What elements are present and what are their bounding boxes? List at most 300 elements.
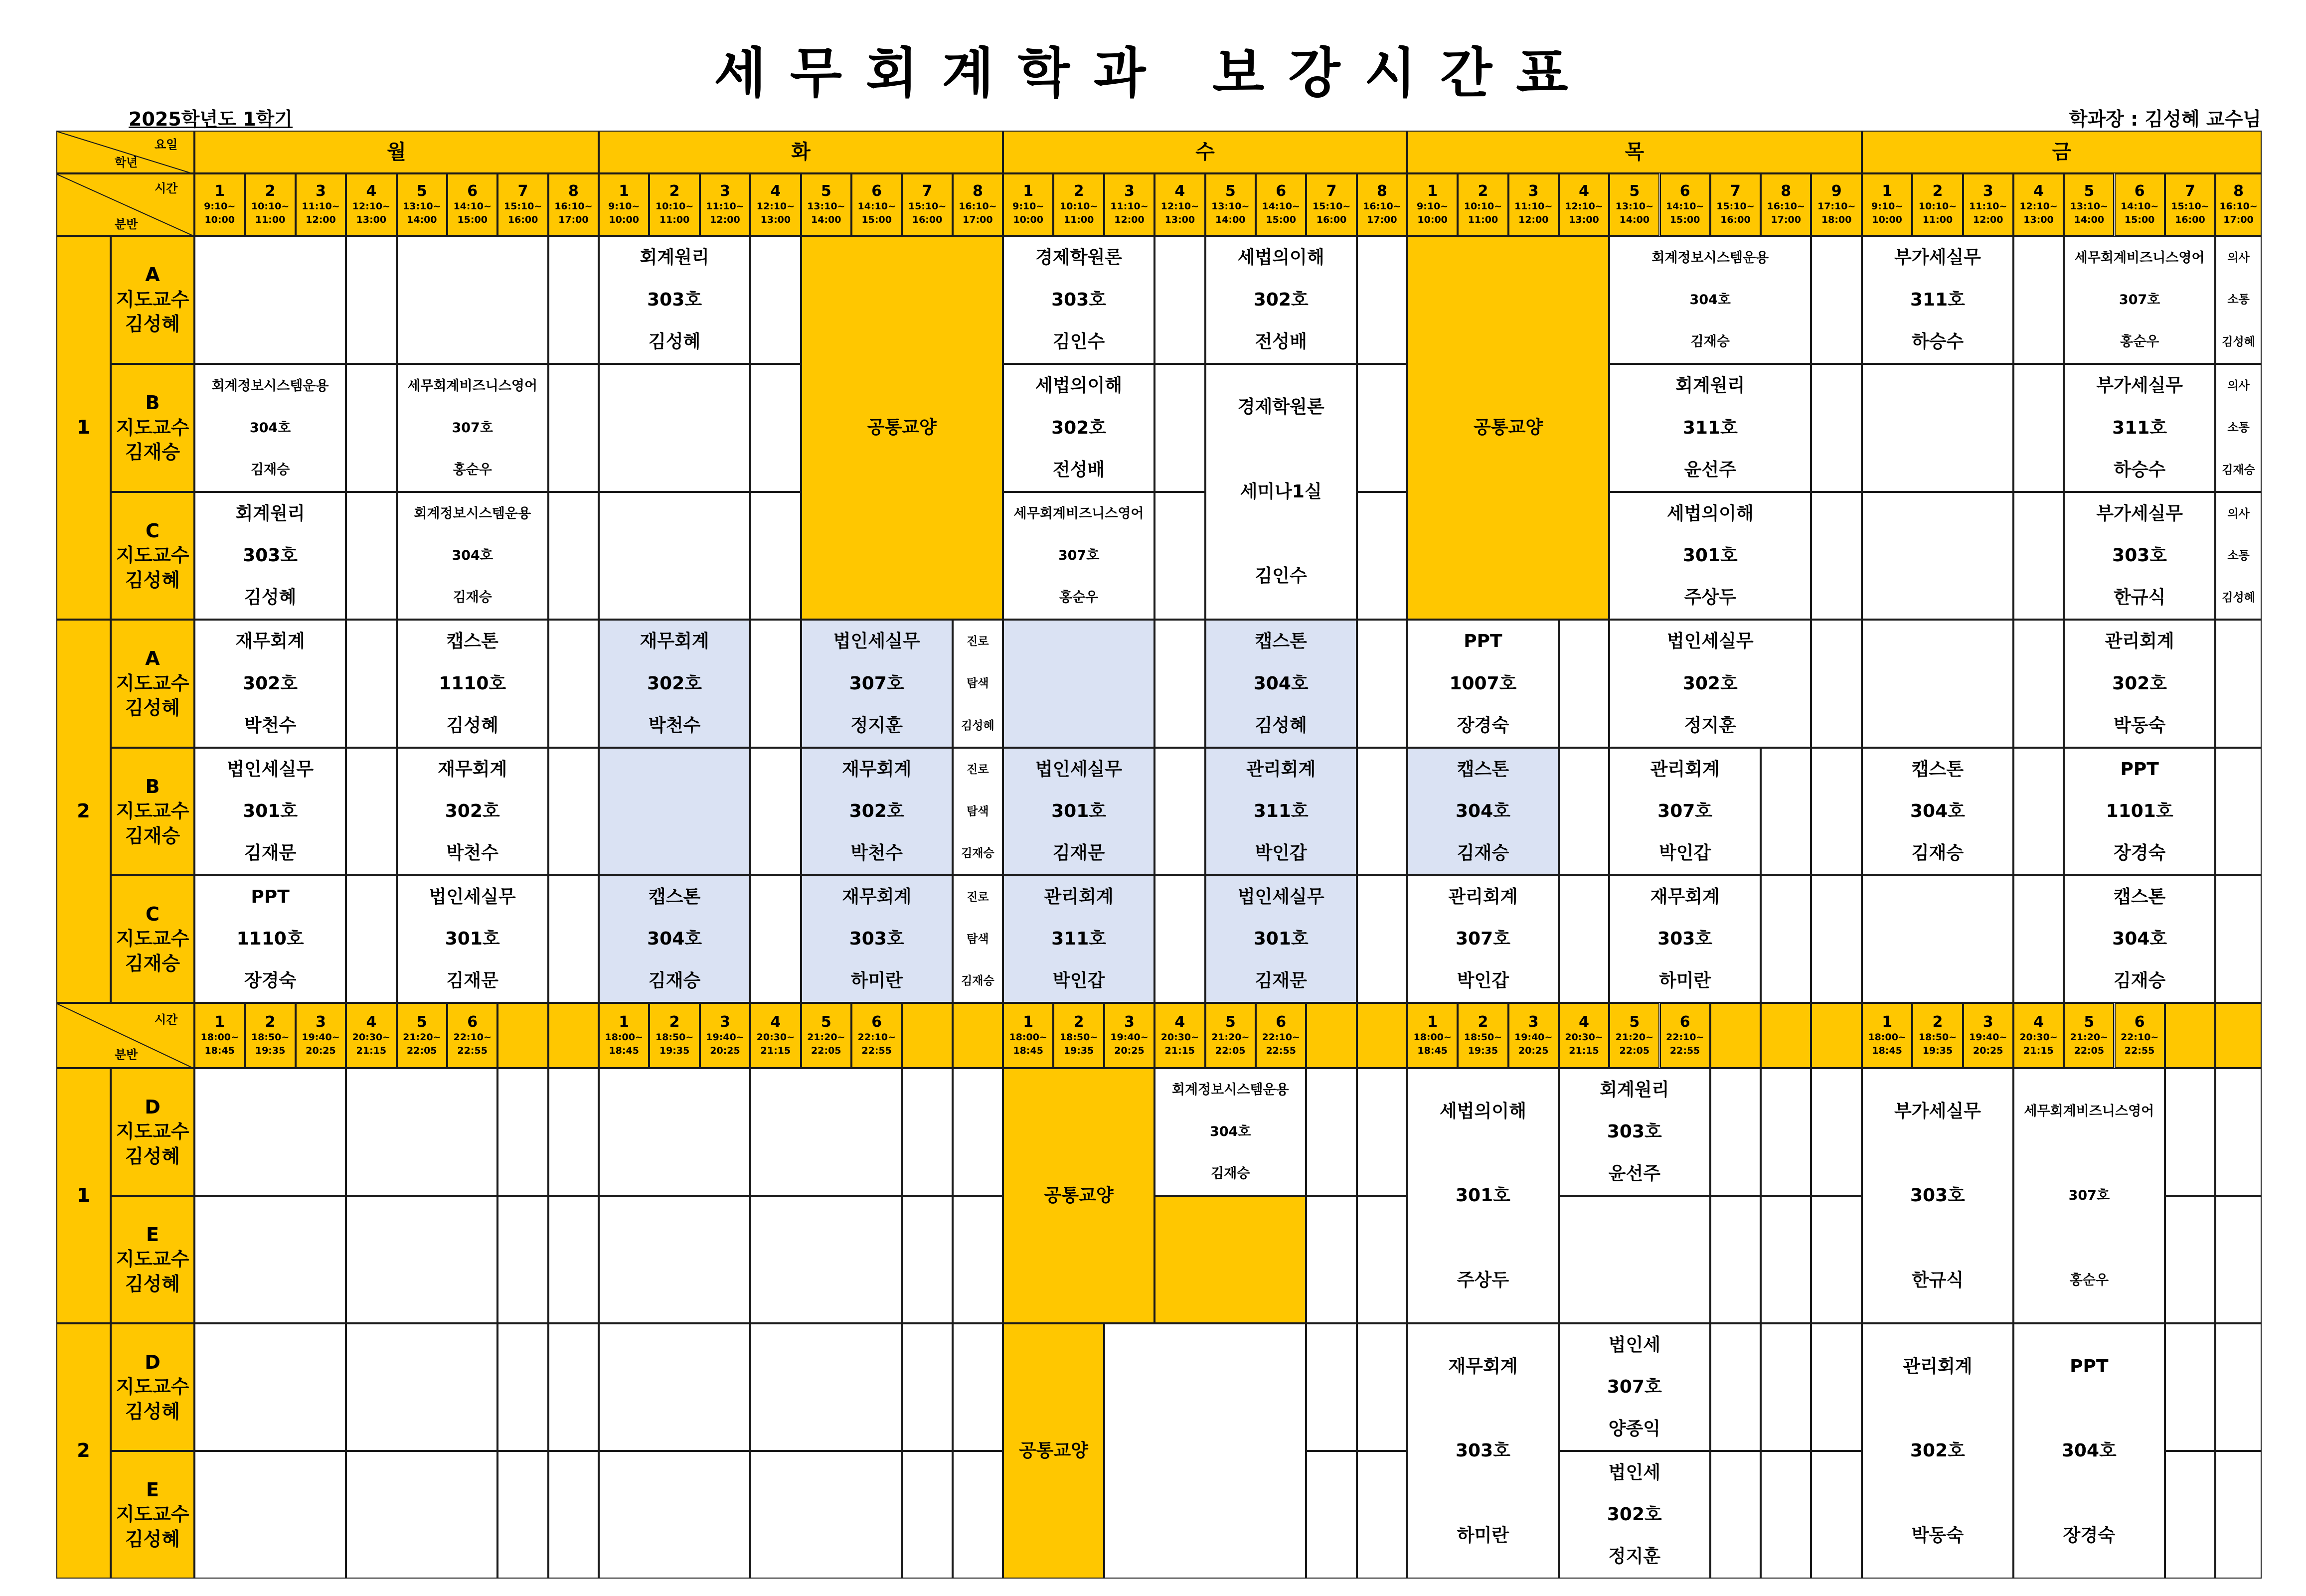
course-cell[interactable]: [801, 620, 953, 748]
course-line: 1007호: [1449, 673, 1517, 694]
header-label: 분반: [115, 1048, 138, 1062]
course-line: 김재승: [453, 590, 492, 606]
empty-slot: [1761, 1323, 1811, 1451]
slot-number: 3: [1982, 182, 1993, 200]
course-line: 재무회계: [842, 759, 912, 780]
course-line: 1110호: [236, 929, 304, 950]
course-cell[interactable]: [1559, 1451, 1710, 1579]
slot-header: [2064, 1003, 2114, 1068]
slot-time: 16:10~ 17:00: [1363, 201, 1401, 225]
slot-header: [1407, 173, 1458, 236]
slot-header: [750, 1003, 801, 1068]
slot-header: [1660, 1003, 1710, 1068]
slot-number: 1: [214, 1013, 225, 1031]
empty-slot: [599, 1323, 750, 1451]
course-line: 진로: [967, 763, 989, 776]
empty-slot: [1862, 620, 2013, 748]
course-line: 공통교양: [1044, 1185, 1114, 1206]
course-line: 회계정보시스템운용: [1651, 250, 1769, 266]
slot-time: 17:10~ 18:00: [1817, 201, 1856, 225]
course-line: 세미나1실: [1240, 481, 1322, 502]
course-line: 302호: [243, 673, 298, 694]
slot-number: 5: [2084, 182, 2095, 200]
course-line: 303호: [1910, 1185, 1965, 1206]
course-line: 304호: [1910, 801, 1965, 822]
course-line: 302호: [647, 673, 702, 694]
empty-slot: [548, 1451, 599, 1579]
course-cell[interactable]: [194, 364, 346, 492]
slot-header: [1609, 1003, 1659, 1068]
course-cell[interactable]: [1609, 620, 1811, 748]
course-line: 공통교양: [1018, 1440, 1088, 1461]
empty-slot: [1306, 1323, 1356, 1451]
semester-label: 2025학년도 1학기: [129, 108, 293, 130]
slot-header: [497, 1003, 548, 1068]
course-cell[interactable]: [2064, 748, 2215, 875]
empty-slot: [599, 1068, 750, 1196]
course-line: 캡스톤: [2113, 887, 2166, 908]
slot-header: [548, 173, 599, 236]
slot-time: 12:10~ 13:00: [2019, 201, 2058, 225]
slot-time: 22:10~ 22:55: [453, 1032, 492, 1056]
slot-header: [2215, 173, 2262, 236]
slot-time: 9:10~ 10:00: [1417, 201, 1449, 225]
course-line: 하승수: [2113, 460, 2166, 480]
slot-number: 1: [214, 182, 225, 200]
course-line: 김성혜: [961, 719, 994, 732]
course-cell[interactable]: [194, 875, 346, 1003]
course-cell[interactable]: [801, 236, 1003, 620]
slot-time: 11:10~ 12:00: [1969, 201, 2007, 225]
class-role: 지도교수: [116, 928, 189, 950]
course-line: 박인갑: [1457, 970, 1509, 991]
empty-slot: [750, 1451, 902, 1579]
course-line: 김재승: [1457, 843, 1509, 864]
slot-number: 4: [366, 182, 377, 200]
empty-slot: [548, 364, 599, 492]
course-line: 소통: [2227, 549, 2250, 562]
empty-slot: [1357, 492, 1407, 620]
empty-slot: [2013, 620, 2064, 748]
slot-header: [1508, 1003, 1559, 1068]
slot-header: [296, 173, 346, 236]
course-line: 김재승: [250, 462, 290, 478]
course-line: 캡스톤: [446, 631, 498, 652]
course-line: 관리회계: [1903, 1356, 1973, 1377]
empty-slot: [2013, 875, 2064, 1003]
course-cell[interactable]: [599, 236, 750, 364]
empty-slot: [346, 748, 396, 875]
course-cell[interactable]: [397, 492, 548, 620]
class-label: [111, 620, 194, 748]
slot-number: 4: [770, 1013, 781, 1031]
slot-time: 12:10~ 13:00: [756, 201, 795, 225]
empty-slot: [2215, 620, 2262, 748]
slot-number: 6: [1679, 182, 1690, 200]
slot-header: [1407, 1003, 1458, 1068]
course-line: 부가세실무: [1894, 247, 1981, 268]
course-cell[interactable]: [1862, 1323, 2013, 1579]
course-cell[interactable]: [1862, 748, 2013, 875]
course-cell[interactable]: [1609, 492, 1811, 620]
course-cell[interactable]: [1609, 748, 1761, 875]
slot-time: 18:50~ 19:35: [1059, 1032, 1098, 1056]
course-cell[interactable]: [1862, 1068, 2013, 1323]
course-line: PPT: [1464, 631, 1502, 652]
slot-time: 9:10~ 10:00: [1012, 201, 1044, 225]
slot-header: [599, 173, 649, 236]
slot-number: 4: [1579, 182, 1589, 200]
course-line: 311호: [2112, 417, 2167, 438]
class-role: 지도교수: [116, 544, 189, 567]
slot-time: 11:10~ 12:00: [706, 201, 744, 225]
course-line: 307호: [1657, 801, 1713, 822]
slot-number: 5: [1629, 1013, 1640, 1031]
course-cell[interactable]: [1559, 1323, 1710, 1451]
course-line: 김재승: [648, 970, 701, 991]
slot-time: 14:10~ 15:00: [857, 201, 896, 225]
class-prof: 김성혜: [125, 1273, 180, 1295]
course-line: 307호: [452, 420, 493, 436]
course-line: 박천수: [446, 843, 498, 864]
slot-number: 1: [1882, 1013, 1893, 1031]
course-cell[interactable]: [2215, 236, 2262, 364]
course-line: 하미란: [850, 970, 903, 991]
slot-number: 6: [871, 1013, 882, 1031]
course-cell[interactable]: [1003, 1068, 1154, 1323]
empty-slot: [2215, 875, 2262, 1003]
slot-header: [346, 173, 396, 236]
class-label: [111, 1196, 194, 1323]
slot-header: [902, 1003, 952, 1068]
empty-slot: [2215, 1451, 2262, 1579]
course-line: 홍순우: [1059, 590, 1099, 606]
course-cell[interactable]: [2064, 364, 2215, 492]
course-line: 법인세실무: [227, 759, 314, 780]
slot-header: [1104, 1003, 1154, 1068]
course-line: 304호: [2112, 929, 2167, 950]
course-cell[interactable]: [397, 620, 548, 748]
course-cell[interactable]: [1003, 875, 1154, 1003]
empty-slot: [2215, 1068, 2262, 1196]
slot-time: 10:10~ 11:00: [655, 201, 694, 225]
slot-number: 1: [1023, 182, 1034, 200]
day-name: 수: [1195, 141, 1215, 163]
course-line: PPT: [251, 887, 290, 908]
empty-slot: [1357, 875, 1407, 1003]
slot-time: 13:10~ 14:00: [2070, 201, 2109, 225]
course-cell[interactable]: [1205, 875, 1357, 1003]
course-line: 302호: [1253, 289, 1309, 310]
course-cell[interactable]: [2064, 236, 2215, 364]
course-line: PPT: [2070, 1356, 2109, 1377]
empty-slot: [1862, 875, 2013, 1003]
grade-number: 2: [77, 799, 90, 822]
course-line: 박인갑: [1255, 843, 1307, 864]
grade-label: [56, 1068, 111, 1323]
slot-number: 3: [316, 182, 326, 200]
slot-header: [1761, 173, 1811, 236]
empty-slot: [953, 1068, 1003, 1196]
slot-header: [497, 173, 548, 236]
course-line: 법인세: [1608, 1462, 1660, 1483]
slot-time: 14:10~ 15:00: [453, 201, 492, 225]
slot-number: 2: [265, 182, 276, 200]
empty-slot: [902, 1323, 952, 1451]
grade-number: 1: [77, 1184, 90, 1207]
course-line: 장경숙: [244, 970, 297, 991]
day-header-2: [1003, 131, 1407, 173]
empty-slot: [599, 364, 750, 492]
course-cell[interactable]: [1205, 620, 1357, 748]
slot-time: 15:10~ 16:00: [908, 201, 947, 225]
course-line: 1110호: [439, 673, 506, 694]
slot-header: [700, 1003, 750, 1068]
course-line: 301호: [1682, 545, 1738, 566]
slot-header: [649, 1003, 699, 1068]
class-name: E: [146, 1223, 159, 1246]
class-prof: 김성혜: [125, 1400, 180, 1423]
slot-time: 22:10~ 22:55: [1262, 1032, 1300, 1056]
course-cell[interactable]: [599, 875, 750, 1003]
course-cell[interactable]: [397, 364, 548, 492]
empty-slot: [750, 875, 801, 1003]
day-name: 목: [1625, 141, 1645, 163]
slot-number: 2: [1478, 1013, 1488, 1031]
course-cell[interactable]: [1003, 492, 1154, 620]
course-cell[interactable]: [2215, 364, 2262, 492]
course-cell[interactable]: [1205, 748, 1357, 875]
course-line: 경제학원론: [1237, 397, 1324, 418]
course-line: 302호: [849, 801, 904, 822]
course-line: 세무회계비즈니스영어: [1013, 506, 1144, 522]
slot-number: 7: [2185, 182, 2195, 200]
slot-header: [397, 173, 447, 236]
course-line: 회계원리: [235, 503, 305, 524]
course-cell[interactable]: [2064, 875, 2215, 1003]
slot-number: 6: [871, 182, 882, 200]
course-cell[interactable]: [1407, 236, 1609, 620]
course-line: 법인세: [1608, 1335, 1660, 1356]
empty-slot: [1003, 620, 1154, 748]
slot-header: [194, 1003, 245, 1068]
slot-time: 14:10~ 15:00: [1665, 201, 1704, 225]
slot-time: 18:00~ 18:45: [1009, 1032, 1047, 1056]
course-line: 304호: [1253, 673, 1309, 694]
course-line: 김재문: [1255, 970, 1307, 991]
empty-slot: [1761, 1196, 1811, 1323]
class-label: [111, 1068, 194, 1196]
slot-time: 16:10~ 17:00: [1767, 201, 1805, 225]
slot-header: [2013, 173, 2064, 236]
empty-slot: [548, 748, 599, 875]
course-cell[interactable]: [599, 620, 750, 748]
empty-slot: [2165, 1323, 2215, 1451]
empty-slot: [599, 1451, 750, 1579]
day-name: 월: [387, 141, 406, 163]
head-professor-label: 학과장 : 김성혜 교수님: [2069, 108, 2261, 130]
slot-time: 14:10~ 15:00: [2120, 201, 2159, 225]
slot-number: 8: [972, 182, 983, 200]
slot-header: [599, 1003, 649, 1068]
slot-number: 4: [1579, 1013, 1589, 1031]
course-cell[interactable]: [194, 748, 346, 875]
course-cell[interactable]: [953, 620, 1003, 748]
slot-header: [1660, 173, 1710, 236]
course-cell[interactable]: [1609, 875, 1761, 1003]
slot-number: 8: [1376, 182, 1387, 200]
empty-slot: [497, 1451, 548, 1579]
course-cell[interactable]: [194, 492, 346, 620]
day-header-4: [1862, 131, 2262, 173]
course-cell[interactable]: [801, 875, 953, 1003]
slot-time: 11:10~ 12:00: [1110, 201, 1149, 225]
course-cell[interactable]: [1205, 364, 1357, 620]
course-cell[interactable]: [2064, 492, 2215, 620]
course-cell[interactable]: [801, 748, 953, 875]
slot-time: 15:10~ 16:00: [2171, 201, 2209, 225]
course-line: 301호: [1051, 801, 1107, 822]
course-cell[interactable]: [2064, 620, 2215, 748]
empty-slot: [2013, 492, 2064, 620]
slot-header: [2165, 173, 2215, 236]
grade-number: 1: [77, 416, 90, 439]
slot-number: 1: [1882, 182, 1893, 200]
course-cell[interactable]: [1205, 236, 1357, 364]
slot-number: 2: [1478, 182, 1488, 200]
class-label: [111, 748, 194, 875]
course-line: 304호: [249, 420, 291, 436]
empty-slot: [750, 1068, 902, 1196]
course-cell[interactable]: [194, 620, 346, 748]
course-line: 박천수: [850, 843, 903, 864]
slot-time: 15:10~ 16:00: [1716, 201, 1755, 225]
grade-label: [56, 620, 111, 1003]
course-cell[interactable]: [1003, 236, 1154, 364]
course-cell[interactable]: [1407, 748, 1559, 875]
empty-slot: [1154, 875, 1205, 1003]
course-cell[interactable]: [1407, 1068, 1559, 1323]
empty-slot: [953, 1451, 1003, 1579]
empty-slot: [2215, 748, 2262, 875]
course-line: 김재승: [2222, 463, 2255, 477]
course-cell[interactable]: [1407, 1323, 1559, 1579]
class-role: 지도교수: [116, 1503, 189, 1526]
course-line: 301호: [1455, 1185, 1510, 1206]
empty-slot: [750, 748, 801, 875]
course-cell[interactable]: [1609, 364, 1811, 492]
course-cell[interactable]: [1407, 620, 1559, 748]
course-line: 공통교양: [1474, 417, 1543, 438]
slot-header: [1862, 173, 1912, 236]
empty-slot: [548, 492, 599, 620]
empty-slot: [1761, 1451, 1811, 1579]
course-line: 김인수: [1052, 331, 1105, 352]
course-cell[interactable]: [953, 748, 1003, 875]
course-cell[interactable]: [953, 875, 1003, 1003]
slot-time: 18:50~ 19:35: [655, 1032, 694, 1056]
course-cell[interactable]: [1559, 1068, 1710, 1196]
course-line: 김재승: [961, 974, 994, 987]
course-line: 윤선주: [1608, 1163, 1660, 1184]
slot-number: 3: [1982, 1013, 1993, 1031]
slot-header: [1559, 173, 1609, 236]
slot-time: 15:10~ 16:00: [1312, 201, 1351, 225]
course-cell[interactable]: [2013, 1323, 2165, 1579]
course-line: 302호: [2112, 673, 2167, 694]
slot-number: 2: [669, 182, 680, 200]
course-cell[interactable]: [1003, 748, 1154, 875]
course-cell[interactable]: [397, 875, 548, 1003]
slot-header: [1559, 1003, 1609, 1068]
course-line: 주상두: [1457, 1270, 1509, 1290]
class-name: C: [146, 519, 160, 542]
slot-number: 3: [1528, 182, 1539, 200]
class-prof: 김성혜: [125, 1145, 180, 1167]
slot-number: 2: [1932, 182, 1943, 200]
day-header-0: [194, 131, 599, 173]
course-cell[interactable]: [397, 748, 548, 875]
slot-number: 4: [366, 1013, 377, 1031]
slot-time: 13:10~ 14:00: [807, 201, 845, 225]
slot-header: [851, 1003, 902, 1068]
empty-slot: [953, 1196, 1003, 1323]
course-cell[interactable]: [1407, 875, 1559, 1003]
slot-time: 15:10~ 16:00: [503, 201, 542, 225]
course-line: 회계원리: [640, 247, 709, 268]
course-cell[interactable]: [1862, 236, 2013, 364]
course-line: 회계원리: [1675, 375, 1745, 396]
slot-number: 2: [669, 1013, 680, 1031]
empty-slot: [497, 1196, 548, 1323]
course-cell[interactable]: [1154, 1068, 1306, 1196]
course-line: 김성혜: [1255, 715, 1307, 736]
empty-slot: [194, 1196, 346, 1323]
day-header-3: [1407, 131, 1862, 173]
slot-time: 19:40~ 20:25: [302, 1032, 340, 1056]
class-role: 지도교수: [116, 1120, 189, 1143]
empty-slot: [194, 1451, 346, 1579]
grade-label: [56, 1323, 111, 1579]
course-line: 김재승: [961, 846, 994, 860]
slot-time: 21:20~ 22:05: [1211, 1032, 1250, 1056]
class-name: B: [145, 392, 160, 414]
class-role: 지도교수: [116, 416, 189, 439]
course-cell[interactable]: [1003, 1323, 1104, 1579]
empty-slot: [750, 620, 801, 748]
course-cell[interactable]: [1003, 364, 1154, 492]
empty-slot: [548, 1068, 599, 1196]
slot-number: 5: [1629, 182, 1640, 200]
slot-header: [194, 173, 245, 236]
empty-slot: [346, 1196, 497, 1323]
slot-time: 20:30~ 21:15: [756, 1032, 795, 1056]
class-role: 지도교수: [116, 800, 189, 822]
course-cell[interactable]: [2013, 1068, 2165, 1323]
empty-slot: [1559, 875, 1609, 1003]
slot-number: 5: [821, 1013, 831, 1031]
empty-slot: [1154, 1196, 1306, 1323]
slot-header: [1003, 1003, 1053, 1068]
slot-time: 12:10~ 13:00: [352, 201, 391, 225]
course-line: 회계정보시스템운용: [414, 506, 531, 522]
class-prof: 김재승: [125, 824, 180, 847]
header-label: 학년: [115, 156, 138, 169]
slot-number: 4: [2033, 1013, 2044, 1031]
course-cell[interactable]: [1609, 236, 1811, 364]
course-cell[interactable]: [2215, 492, 2262, 620]
course-line: 관리회계: [1044, 887, 1114, 908]
